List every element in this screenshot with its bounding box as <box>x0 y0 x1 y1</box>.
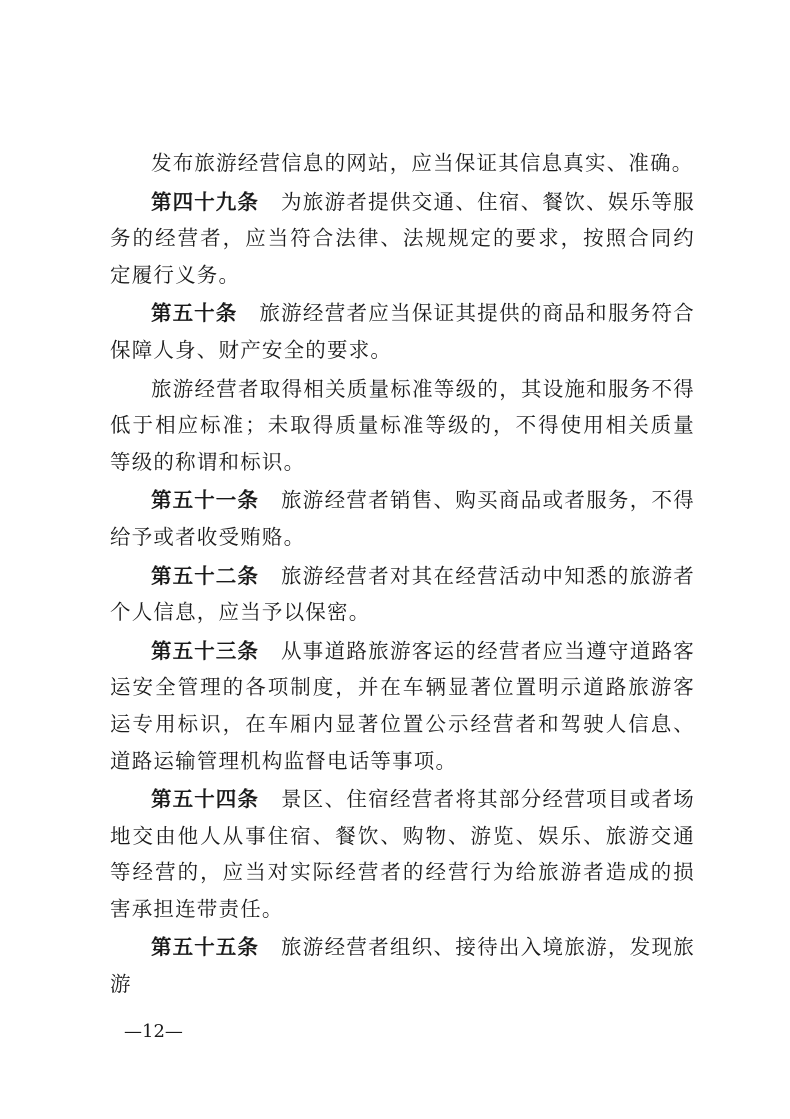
article-55 <box>110 929 695 1002</box>
article-51 <box>110 482 695 555</box>
article-number: 第五十一条 <box>151 488 259 513</box>
article-number: 第五十三条 <box>151 638 259 663</box>
article-49 <box>110 184 695 294</box>
article-number: 第五十二条 <box>151 563 259 588</box>
article-text: 旅游经营者对其在经营活动中知悉的旅游者个人信息，应当予以保密。 <box>110 563 695 625</box>
article-53 <box>110 633 695 779</box>
paragraph-text: 旅游经营者取得相关质量标准等级的，其设施和服务不得低于相应标准；未取得质量标准等级的，不得使用相关质量等级的称谓和标识。 <box>110 376 695 474</box>
article-number: 第五十五条 <box>151 935 259 960</box>
page-number: —12— <box>124 1021 183 1042</box>
article-54 <box>110 781 695 927</box>
paragraph-text: 发布旅游经营信息的网站，应当保证其信息真实、准确。 <box>151 151 694 175</box>
article-number: 第四十九条 <box>151 189 259 214</box>
article-52 <box>110 558 695 631</box>
article-50-clause-2 <box>110 371 695 481</box>
article-text: 旅游经营者组织、接待出入境旅游，发现旅游 <box>110 935 695 997</box>
article-text: 从事道路旅游客运的经营者应当遵守道路客运安全管理的各项制度，并在车辆显著位置明示道路旅游客运专用标识，在车厢内显著位置公示经营者和驾驶人信息、道路运输管理机构监督电话等事项。 <box>110 638 695 773</box>
article-number: 第五十四条 <box>151 787 259 812</box>
article-text: 旅游经营者应当保证其提供的商品和服务符合保障人身、财产安全的要求。 <box>110 301 696 362</box>
article-text: 景区、住宿经营者将其部分经营项目或者场地交由他人从事住宿、餐饮、购物、游览、娱乐、旅游交通等经营的，应当对实际经营者的经营行为给旅游者造成的损害承担连带责任。 <box>110 787 695 921</box>
document-body <box>110 145 695 1005</box>
article-number: 第五十条 <box>151 301 238 326</box>
article-50 <box>110 295 695 368</box>
article-text: 为旅游者提供交通、住宿、餐饮、娱乐等服务的经营者，应当符合法律、法规规定的要求，按照合同约定履行义务。 <box>110 189 695 287</box>
article-text: 旅游经营者销售、购买商品或者服务，不得给予或者收受贿赂。 <box>110 488 695 549</box>
paragraph-1 <box>110 145 695 182</box>
